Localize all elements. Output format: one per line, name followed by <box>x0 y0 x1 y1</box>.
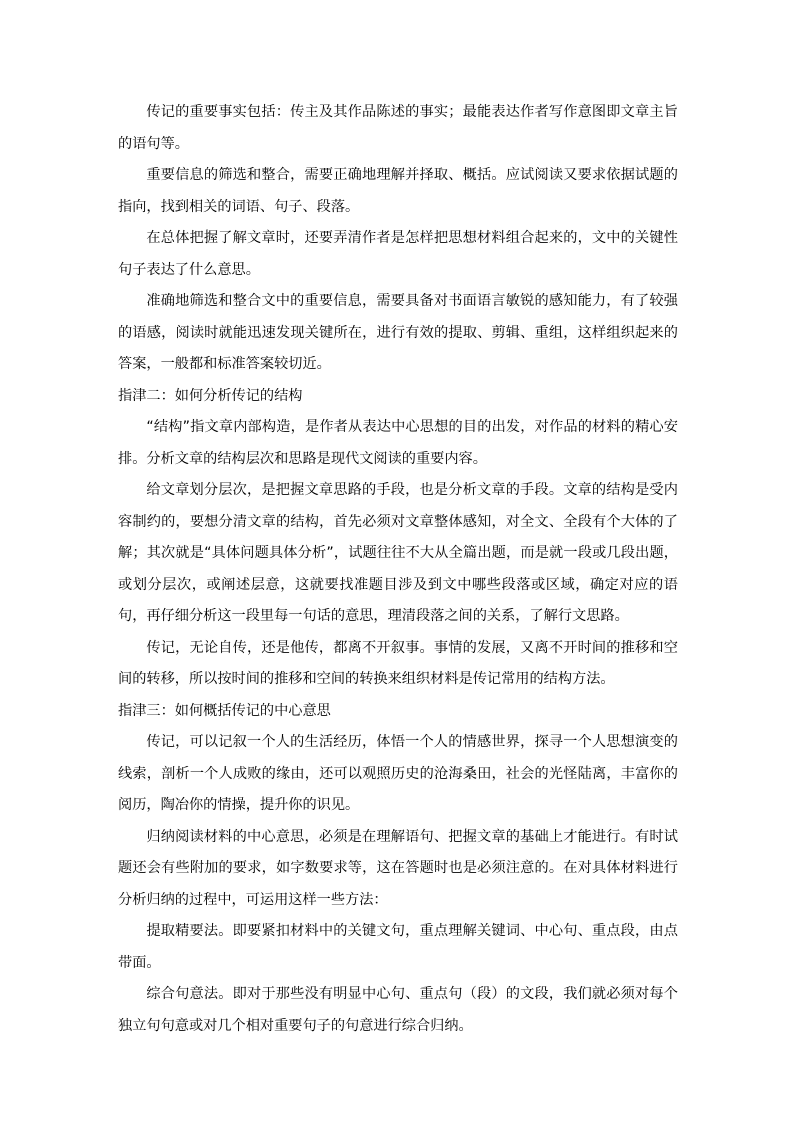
paragraph-narration-time-space: 传记，无论自传，还是他传，都离不开叙事。事情的发展，又离不开时间的推移和空间的转移，所以按时间的推移和空间的转换来组织材料是传记常用的结构方法。 <box>118 639 678 687</box>
document-page <box>118 97 678 1042</box>
paragraph-dividing-layers: 给文章划分层次，是把握文章思路的手段，也是分析文章的手段。文章的结构是受内容制约的，要想分清文章的结构，首先必须对文章整体感知，对全文、全段有个大体的了解；其次就是“具体问题具体分析”，试题往往不大从全篇出题，而是就一段或几段出题，或划分层次，或阐述层意，这就要找准题目涉及到文中哪些段落或区域，确定对应的语句，再仔细分析这一段里每一句话的意思，理清段落之间的关系，了解行文思路。 <box>118 482 678 624</box>
paragraph-synthesize-meaning: 综合句意法。即对于那些没有明显中心句、重点句（段）的文段，我们就必须对每个独立句句意或对几个相对重要句子的句意进行综合归纳。 <box>118 986 678 1034</box>
paragraph-filter-integrate: 重要信息的筛选和整合，需要正确地理解并择取、概括。应试阅读又要求依据试题的指向，找到相关的词语、句子、段落。 <box>118 167 678 215</box>
paragraph-overall-grasp: 在总体把握了解文章时，还要弄清作者是怎样把思想材料组合起来的，文中的关键性句子表达了什么意思。 <box>118 230 678 278</box>
section-heading-structure: 指津二：如何分析传记的结构 <box>118 387 303 404</box>
paragraph-extract-essentials: 提取精要法。即要紧扣材料中的关键文句，重点理解关键词、中心句、重点段，由点带面。 <box>118 923 678 971</box>
paragraph-summarize-method: 归纳阅读材料的中心意思，必须是在理解语句、把握文章的基础上才能进行。有时试题还会有些附加的要求，如字数要求等，这在答题时也是必须注意的。在对具体材料进行分析归纳的过程中，可运用这样一些方法： <box>118 828 678 908</box>
paragraph-biography-value: 传记，可以记叙一个人的生活经历，体悟一个人的情感世界，探寻一个人思想演变的线索，剖析一个人成败的缘由，还可以观照历史的沧海桑田，社会的光怪陆离，丰富你的阅历，陶冶你的情操，提升你的识见。 <box>118 734 678 813</box>
paragraph-structure-definition: “结构”指文章内部构造，是作者从表达中心思想的目的出发，对作品的材料的精心安排。分析文章的结构层次和思路是现代文阅读的重要内容。 <box>118 419 678 467</box>
paragraph-important-facts: 传记的重要事实包括：传主及其作品陈述的事实；最能表达作者写作意图即文章主旨的语句等。 <box>118 104 678 152</box>
paragraph-language-sense: 准确地筛选和整合文中的重要信息，需要具备对书面语言敏锐的感知能力，有了较强的语感，阅读时就能迅速发现关键所在，进行有效的提取、剪辑、重组，这样组织起来的答案，一般都和标准答案较切近。 <box>118 293 678 372</box>
section-heading-central-idea: 指津三：如何概括传记的中心意思 <box>118 702 331 719</box>
